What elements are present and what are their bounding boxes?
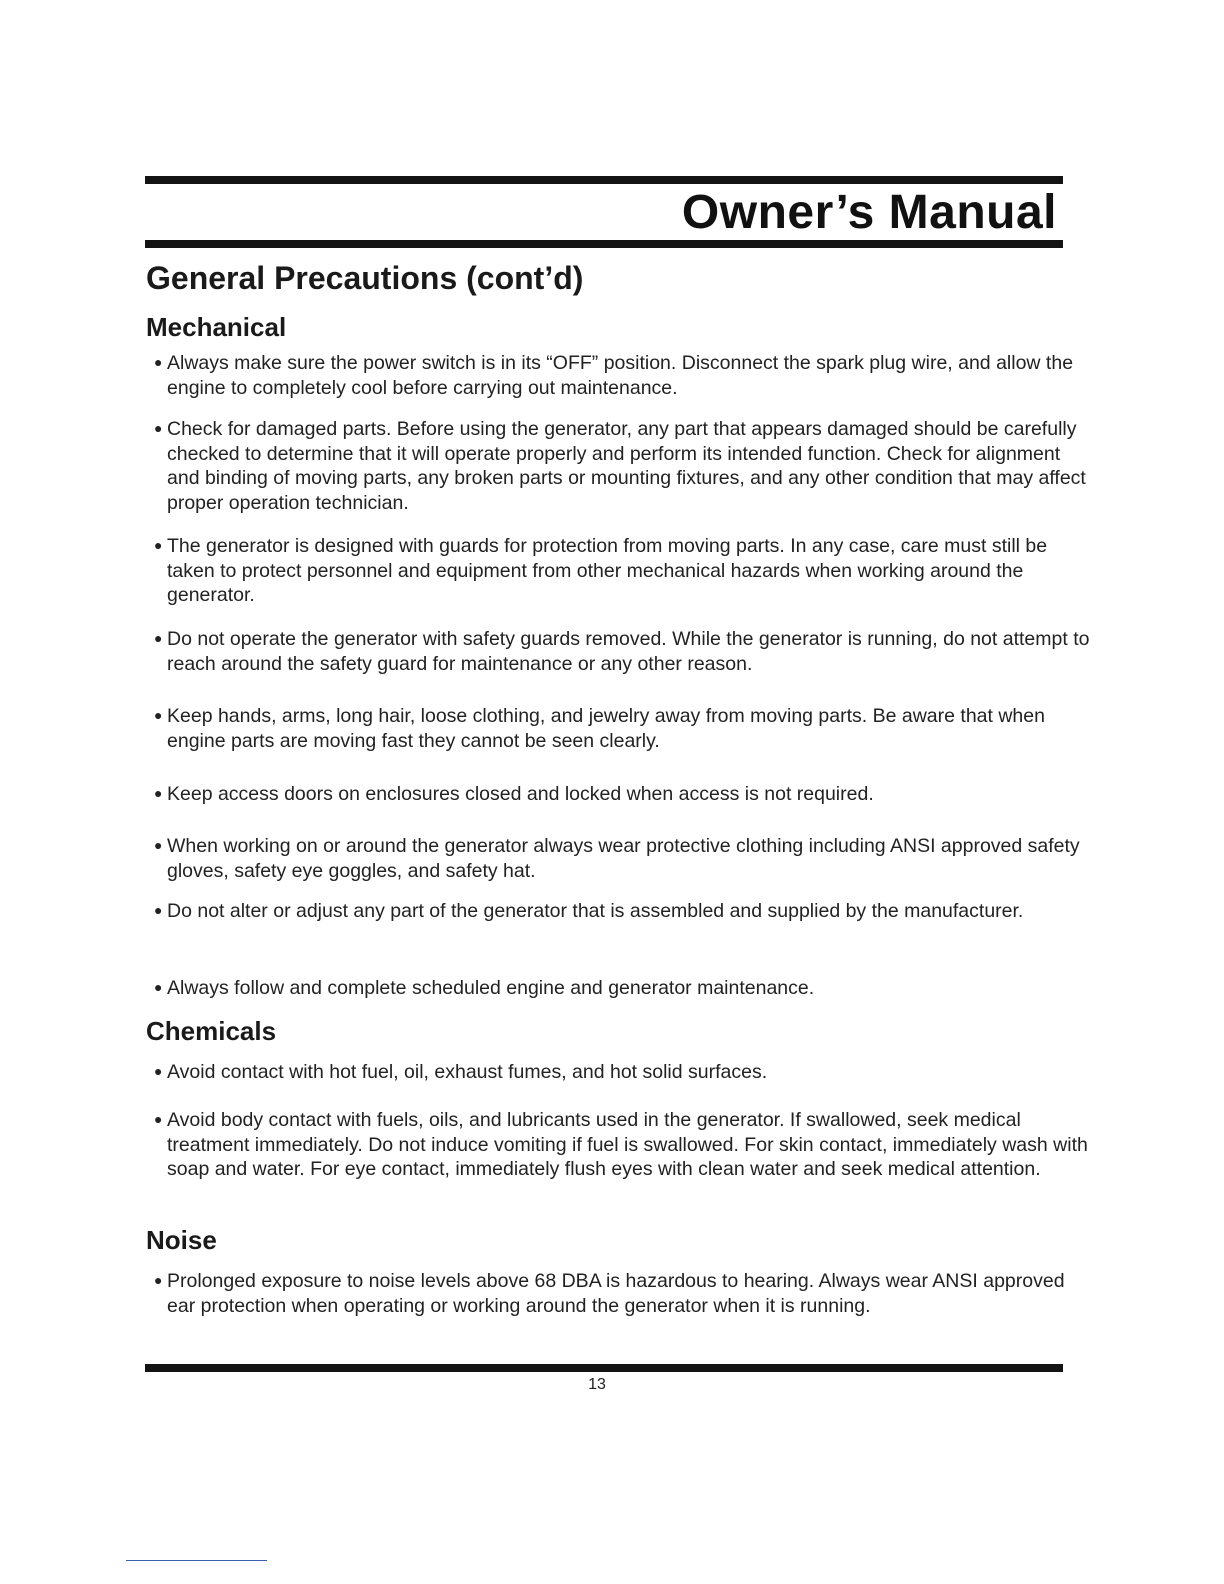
- bullet-icon: ●: [154, 707, 163, 723]
- mechanical-item-7: When working on or around the generator always wear protective clothing including ANSI approved safety gloves, safety eye goggles, and safety hat.: [167, 835, 1080, 882]
- bullet-icon: ●: [154, 837, 163, 853]
- chemicals-item-2: Avoid body contact with fuels, oils, and lubricants used in the generator. If swallowed, seek medical treatment immediately. Do not induce vomiting if fuel is swallowed. For skin contact, immediately wash with soap and water. For eye contact, immediately flush eyes with clean water and seek medical attention.: [167, 1109, 1088, 1180]
- corner-mark: [126, 1560, 267, 1561]
- header-bottom-rule: [145, 240, 1063, 248]
- bullet-icon: ●: [154, 354, 163, 370]
- list-item: [154, 626, 1097, 676]
- list-item: [154, 1268, 1097, 1318]
- bullet-icon: ●: [154, 1272, 163, 1288]
- list-item: [154, 703, 1097, 753]
- list-item: [154, 416, 1097, 515]
- mechanical-item-9: Always follow and complete scheduled engine and generator maintenance.: [167, 977, 815, 999]
- footer-rule: [145, 1364, 1063, 1372]
- list-item: [154, 1059, 1097, 1085]
- mechanical-item-8: Do not alter or adjust any part of the generator that is assembled and supplied by the manufacturer.: [167, 900, 1024, 922]
- mechanical-item-6: Keep access doors on enclosures closed and locked when access is not required.: [167, 783, 874, 805]
- mechanical-item-5: Keep hands, arms, long hair, loose clothing, and jewelry away from moving parts. Be aware that when engine parts are moving fast they cannot be seen clearly.: [167, 705, 1045, 752]
- bullet-icon: ●: [154, 630, 163, 646]
- header-top-rule: [145, 176, 1063, 184]
- list-item: [154, 1107, 1097, 1182]
- page-number: 13: [588, 1376, 606, 1393]
- list-item: [154, 781, 1097, 807]
- list-item: [154, 533, 1097, 608]
- noise-heading: Noise: [146, 1225, 217, 1255]
- manual-title: Owner’s Manual: [681, 186, 1057, 239]
- mechanical-item-4: Do not operate the generator with safety guards removed. While the generator is running, do not attempt to reach around the safety guard for maintenance or any other reason.: [167, 628, 1090, 675]
- chemicals-heading: Chemicals: [146, 1016, 277, 1046]
- list-item: [154, 898, 1097, 924]
- mechanical-item-2: Check for damaged parts. Before using the generator, any part that appears damaged should be carefully checked to determine that it will operate properly and perform its intended function. Check for alignment and binding of moving parts, any broken parts or mounting fixtures, and any other condition that may affect proper operation technician.: [167, 418, 1086, 514]
- bullet-icon: ●: [154, 902, 163, 918]
- bullet-icon: ●: [154, 537, 163, 553]
- list-item: [154, 833, 1097, 883]
- bullet-icon: ●: [154, 420, 163, 436]
- bullet-icon: ●: [154, 785, 163, 801]
- mechanical-item-1: Always make sure the power switch is in its “OFF” position. Disconnect the spark plug wire, and allow the engine to completely cool before carrying out maintenance.: [167, 352, 1074, 399]
- bullet-icon: ●: [154, 1111, 163, 1127]
- bullet-icon: ●: [154, 979, 163, 995]
- chemicals-item-1: Avoid contact with hot fuel, oil, exhaust fumes, and hot solid surfaces.: [167, 1061, 768, 1083]
- list-item: [154, 975, 1097, 1001]
- bullet-icon: ●: [154, 1063, 163, 1079]
- mechanical-heading: Mechanical: [146, 312, 287, 342]
- mechanical-item-3: The generator is designed with guards for protection from moving parts. In any case, care must still be taken to protect personnel and equipment from other mechanical hazards when working around the generator.: [167, 535, 1048, 606]
- noise-item-1: Prolonged exposure to noise levels above 68 DBA is hazardous to hearing. Always wear ANSI approved ear protection when operating or working around the generator when it is running.: [167, 1270, 1065, 1317]
- page-title: General Precautions (cont’d): [146, 260, 584, 296]
- list-item: [154, 350, 1097, 400]
